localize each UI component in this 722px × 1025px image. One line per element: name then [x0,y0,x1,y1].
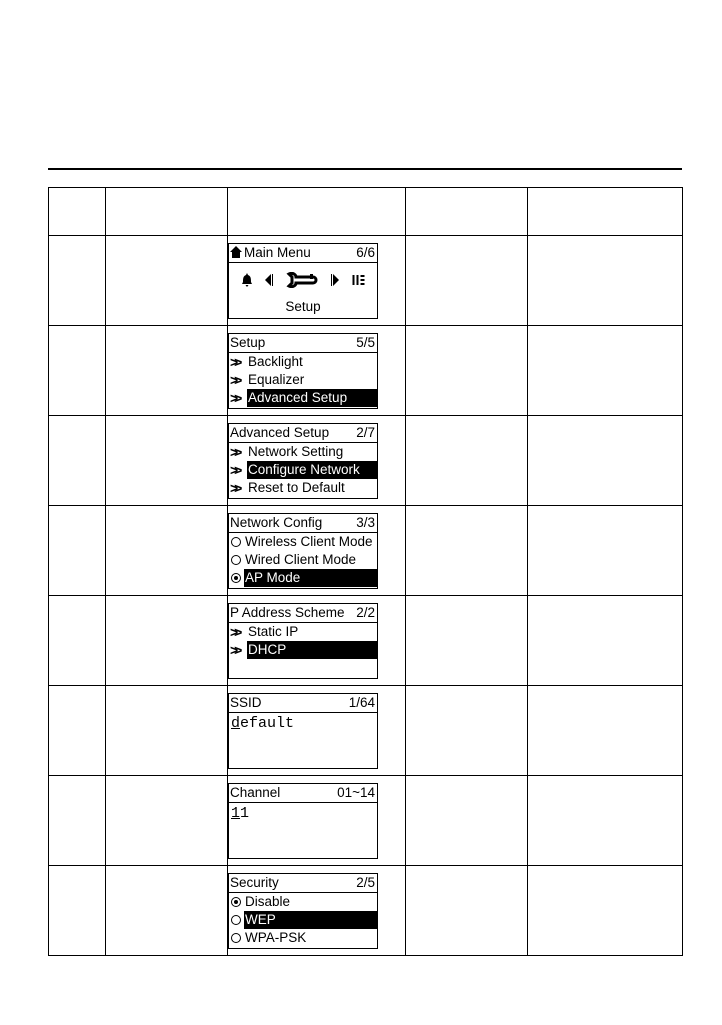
lcd-title-bar [229,514,377,533]
text-cursor: 1 [231,804,241,822]
radio-label: WPA-PSK [245,929,307,945]
table-header-row [49,188,683,236]
step-cell [49,776,106,866]
lcd-title: SSID [230,694,262,710]
lcd-title-bar [229,424,377,443]
lcd-title: P Address Scheme [230,604,345,620]
header-cell [406,188,528,236]
step-cell [106,866,228,956]
step-cell [528,416,683,506]
table-row [49,236,683,326]
lcd-title: Security [230,874,279,890]
chevron-right-icon: >> [230,479,239,496]
radio-disable[interactable] [229,893,377,911]
radio-wireless-client-mode[interactable] [229,533,377,551]
header-rule [48,168,682,170]
lcd-ssid [228,693,378,769]
setup-steps-table [48,187,683,956]
lcd-title: Advanced Setup [230,424,330,440]
step-cell [528,506,683,596]
bell-icon [242,273,252,287]
step-cell [528,686,683,776]
table-row [49,416,683,506]
screen-cell [228,776,406,866]
header-cell [528,188,683,236]
step-cell [528,866,683,956]
text-cursor: d [231,714,241,732]
menu-icon-row [229,263,377,297]
screen-cell [228,596,406,686]
radio-checked-icon [231,573,241,583]
menu-item-label: Reset to Default [248,479,345,495]
menu-item-configure-network[interactable] [229,461,377,479]
lcd-title: Channel [230,784,281,800]
step-cell [406,866,528,956]
lcd-title-bar [229,784,377,803]
lcd-page-indicator: 3/3 [356,514,375,530]
step-cell [528,776,683,866]
step-cell [528,236,683,326]
lcd-security [228,873,378,949]
lcd-setup [228,333,378,409]
step-cell [406,416,528,506]
step-cell [528,326,683,416]
radio-label: Disable [245,893,291,909]
lcd-page-indicator: 5/5 [356,334,375,350]
ssid-value: efault [240,714,295,732]
radio-ap-mode[interactable] [229,569,377,587]
menu-item-dhcp[interactable] [229,641,377,659]
lcd-title: Setup [230,334,266,350]
lcd-title-bar [229,604,377,623]
lcd-page-indicator: 6/6 [356,244,375,260]
lcd-title-bar [229,334,377,353]
lcd-page-indicator: 1/64 [348,694,375,710]
chevron-right-icon: >> [230,641,239,658]
screen-cell [228,506,406,596]
radio-checked-icon [231,897,241,907]
table-row [49,596,683,686]
lcd-title-bar [229,694,377,713]
screen-cell [228,236,406,326]
chevron-right-icon: >> [230,353,239,370]
step-cell [406,686,528,776]
step-cell [49,236,106,326]
menu-item-label: Backlight [248,353,303,369]
menu-item-static-ip[interactable] [229,623,377,641]
screen-cell [228,326,406,416]
chevron-right-icon: >> [230,443,239,460]
lcd-network-config [228,513,378,589]
channel-value: 1 [240,804,250,822]
radio-empty-icon [231,555,241,565]
table-row [49,776,683,866]
lcd-title-bar [229,244,377,263]
step-cell [106,236,228,326]
menu-item-network-setting[interactable] [229,443,377,461]
lcd-title-bar [229,874,377,893]
step-cell [106,506,228,596]
menu-item-reset-to-default[interactable] [229,479,377,497]
menu-item-equalizer[interactable] [229,371,377,389]
chevron-right-icon: >> [230,623,239,640]
step-cell [106,326,228,416]
header-cell [228,188,406,236]
step-cell [106,596,228,686]
step-cell [406,596,528,686]
lcd-page-indicator: 2/2 [356,604,375,620]
radio-label: WEP [244,911,377,929]
step-cell [49,596,106,686]
step-cell [528,596,683,686]
step-cell [406,236,528,326]
radio-wep[interactable] [229,911,377,929]
lcd-title-left [230,244,311,262]
lcd-page-indicator: 01~14 [337,784,375,800]
arrow-right-icon[interactable] [331,274,339,286]
table-row [49,866,683,956]
radio-wired-client-mode[interactable] [229,551,377,569]
radio-empty-icon [231,915,241,925]
chevron-right-icon: >> [230,461,239,478]
lcd-title: Main Menu [244,244,311,260]
lcd-title: Network Config [230,514,323,530]
screen-cell [228,866,406,956]
menu-item-label: DHCP [247,641,377,659]
step-cell [106,686,228,776]
screen-cell [228,416,406,506]
step-cell [406,326,528,416]
chevron-right-icon: >> [230,389,239,406]
screen-cell [228,686,406,776]
ssid-input[interactable] [229,713,377,733]
menu-item-label: Static IP [248,623,299,639]
table-row [49,506,683,596]
step-cell [49,416,106,506]
step-cell [406,776,528,866]
arrow-left-icon[interactable] [265,274,273,286]
step-cell [49,506,106,596]
lcd-channel [228,783,378,859]
step-cell [106,776,228,866]
chevron-right-icon: >> [230,371,239,388]
lcd-page-indicator: 2/7 [356,424,375,440]
menu-item-label: Network Setting [248,443,344,459]
radio-label: AP Mode [244,569,377,587]
step-cell [106,416,228,506]
radio-empty-icon [231,537,241,547]
step-cell [49,866,106,956]
menu-caption: Setup [285,298,321,314]
radio-label: Wired Client Mode [245,551,357,567]
menu-item-advanced-setup[interactable] [229,389,377,407]
lcd-page-indicator: 2/5 [356,874,375,890]
header-cell [106,188,228,236]
menu-item-label: Configure Network [247,461,377,479]
menu-item-backlight[interactable] [229,353,377,371]
list-icon [352,274,365,286]
step-cell [49,326,106,416]
menu-item-label: Advanced Setup [247,389,377,407]
table-row [49,686,683,776]
table-row [49,326,683,416]
radio-wpa-psk[interactable] [229,929,377,947]
menu-item-label: Equalizer [248,371,305,387]
lcd-advanced-setup [228,423,378,499]
radio-label: Wireless Client Mode [245,533,373,549]
lcd-main-menu [228,243,378,319]
channel-input[interactable] [229,803,377,823]
step-cell [406,506,528,596]
header-cell [49,188,106,236]
step-cell [49,686,106,776]
radio-empty-icon [231,933,241,943]
home-icon [230,246,242,258]
lcd-ip-address-scheme [228,603,378,679]
wrench-icon [286,272,318,288]
